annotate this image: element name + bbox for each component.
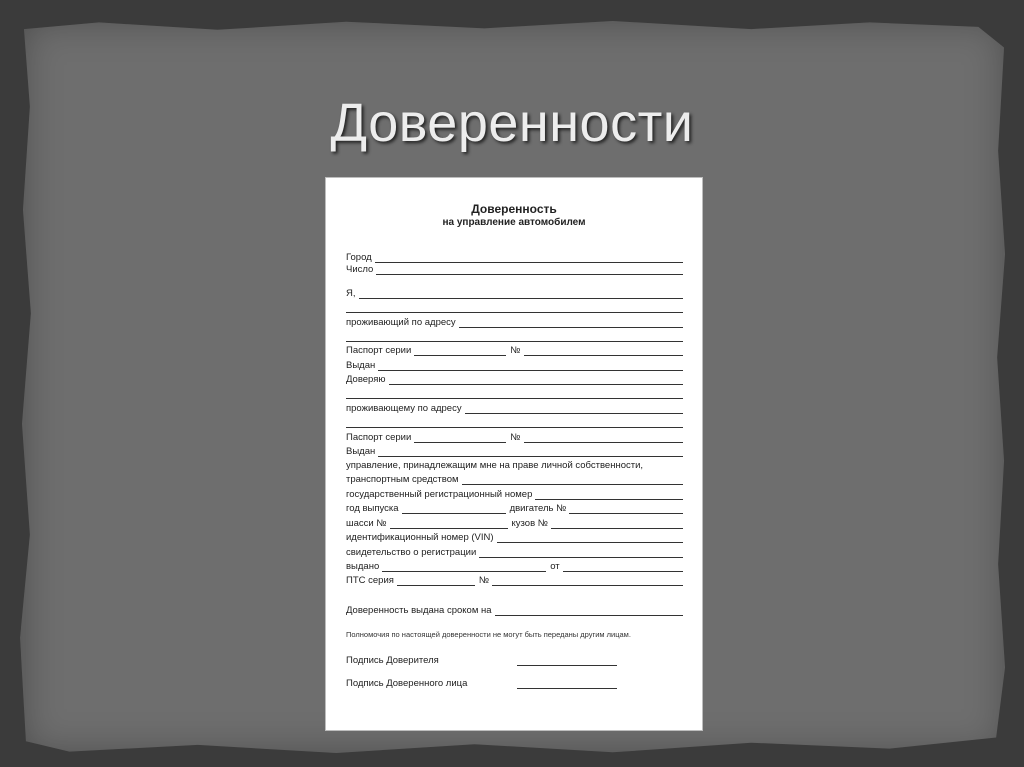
term-row — [346, 604, 683, 616]
term-field[interactable] — [495, 606, 683, 616]
attorney-name-field[interactable] — [389, 375, 684, 385]
year-label: год выпуска — [346, 503, 399, 514]
from-label: от — [550, 561, 560, 572]
reg-cert-field[interactable] — [479, 548, 683, 558]
body-label: кузов № — [511, 518, 548, 529]
passport-series-field-1[interactable] — [414, 346, 506, 356]
control-text: управление, принадлежащим мне на праве личной собственности, — [346, 460, 644, 471]
city-label: Город — [346, 252, 372, 263]
principal-name-field[interactable] — [359, 289, 684, 299]
issued-label-2: Выдан — [346, 446, 376, 457]
date-row — [346, 263, 683, 275]
city-field[interactable] — [375, 253, 683, 263]
passport-number-label-2: № — [510, 432, 521, 443]
chassis-field[interactable] — [390, 519, 508, 529]
body-field[interactable] — [551, 519, 683, 529]
passport-number-field-1[interactable] — [524, 346, 684, 356]
principal-name-field-2[interactable] — [346, 303, 683, 313]
principal-address-field[interactable] — [459, 318, 683, 328]
issued-row-3 — [346, 560, 683, 572]
attorney-signature-field[interactable] — [517, 679, 617, 689]
reg-number-label: государственный регистрационный номер — [346, 489, 533, 500]
control-text-row — [346, 459, 683, 471]
vehicle-row — [346, 473, 683, 485]
from-field[interactable] — [563, 562, 683, 572]
pts-series-label: ПТС серия — [346, 575, 394, 586]
issued-field-2[interactable] — [378, 447, 683, 457]
year-engine-row — [346, 502, 683, 514]
pts-number-field[interactable] — [492, 576, 683, 586]
vin-field[interactable] — [497, 533, 683, 543]
address-row-1 — [346, 316, 683, 328]
principal-signature-row — [346, 654, 683, 666]
city-row — [346, 251, 683, 263]
power-of-attorney-form — [325, 177, 703, 731]
reg-cert-label: свидетельство о регистрации — [346, 547, 477, 558]
address-row-2 — [346, 402, 683, 414]
attorney-signature-row — [346, 677, 683, 689]
pts-row — [346, 574, 683, 586]
issued-row-1 — [346, 359, 683, 371]
attorney-address-field[interactable] — [465, 404, 683, 414]
issued-label-1: Выдан — [346, 360, 376, 371]
trust-row — [346, 373, 683, 385]
year-field[interactable] — [402, 504, 506, 514]
reg-cert-row — [346, 546, 683, 558]
passport-number-field-2[interactable] — [524, 433, 684, 443]
chassis-label: шасси № — [346, 518, 387, 529]
principal-address-field-2[interactable] — [346, 332, 683, 342]
passport-series-label-2: Паспорт серии — [346, 432, 412, 443]
form-title: Доверенность — [471, 202, 557, 216]
issued-field-3[interactable] — [382, 562, 546, 572]
pts-series-field[interactable] — [397, 576, 475, 586]
passport-number-label-1: № — [510, 345, 521, 356]
residing-label-2: проживающему по адресу — [346, 403, 462, 414]
attorney-signature-label: Подпись Доверенного лица — [346, 678, 468, 689]
term-label: Доверенность выдана сроком на — [346, 605, 492, 616]
issued-field-1[interactable] — [378, 361, 683, 371]
issued-row-2 — [346, 445, 683, 457]
attorney-name-field-2[interactable] — [346, 389, 683, 399]
slide-title: Доверенности — [330, 93, 694, 153]
blank-row — [346, 330, 683, 342]
pts-number-label: № — [478, 575, 490, 586]
engine-field[interactable] — [569, 504, 683, 514]
principal-signature-label: Подпись Доверителя — [346, 655, 439, 666]
vin-row — [346, 531, 683, 543]
form-subtitle: на управление автомобилем — [442, 217, 586, 228]
blank-row — [346, 387, 683, 399]
passport-row-1 — [346, 344, 683, 356]
reg-number-field[interactable] — [535, 490, 683, 500]
passport-row-2 — [346, 431, 683, 443]
date-field[interactable] — [376, 265, 683, 275]
vin-label: идентификационный номер (VIN) — [346, 532, 494, 543]
trust-label: Доверяю — [346, 374, 386, 385]
passport-series-field-2[interactable] — [414, 433, 506, 443]
passport-series-label-1: Паспорт серии — [346, 345, 412, 356]
delegation-note: Полномочия по настоящей доверенности не могут быть переданы другим лицам. — [346, 630, 631, 639]
residing-label-1: проживающий по адресу — [346, 317, 456, 328]
i-label: Я, — [346, 288, 356, 299]
blank-row — [346, 301, 683, 313]
principal-signature-field[interactable] — [517, 656, 617, 666]
issued-label-3: выдано — [346, 561, 380, 572]
reg-number-row — [346, 488, 683, 500]
chassis-body-row — [346, 517, 683, 529]
vehicle-label: транспортным средством — [346, 474, 459, 485]
date-label: Число — [346, 264, 374, 275]
attorney-address-field-2[interactable] — [346, 418, 683, 428]
blank-row — [346, 416, 683, 428]
name-row — [346, 287, 683, 299]
engine-label: двигатель № — [509, 503, 567, 514]
vehicle-field[interactable] — [462, 475, 683, 485]
